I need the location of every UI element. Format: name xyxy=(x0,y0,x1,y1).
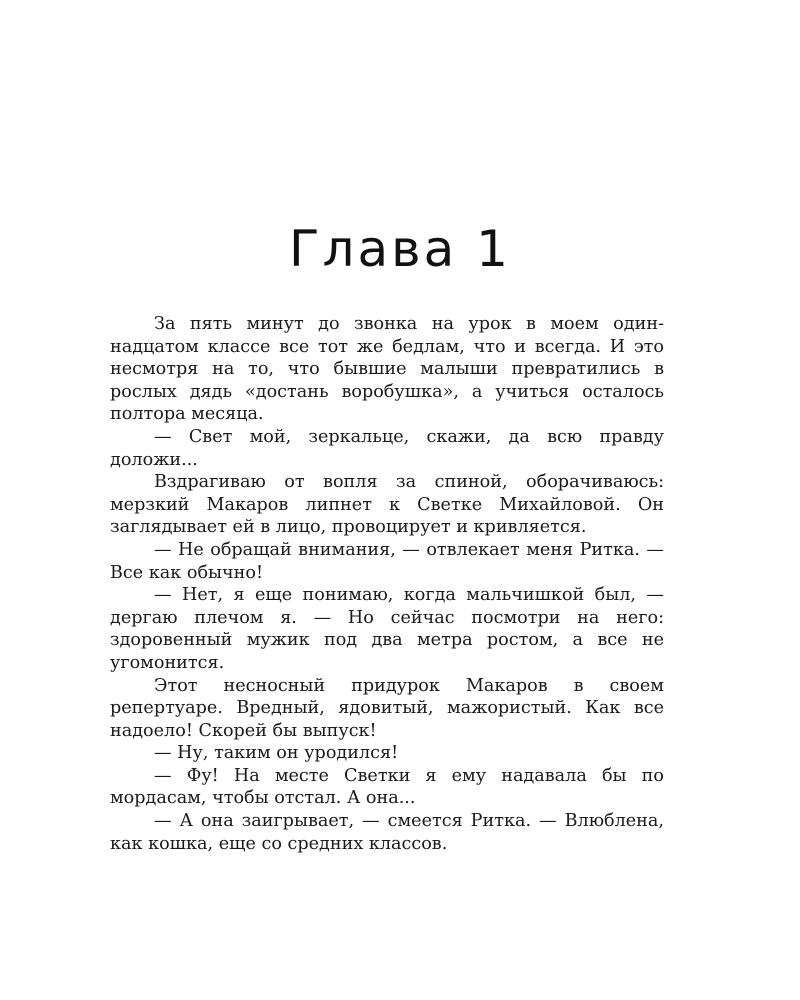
chapter-title: Глава 1 xyxy=(289,220,511,278)
paragraph: — Фу! На месте Светки я ему надавала бы по мордасам, чтобы отстал. А она... xyxy=(110,765,664,809)
paragraph: — Не обращай внимания, — отвлекает меня Ритка. — Все как обычно! xyxy=(110,539,664,583)
paragraph: Вздрагиваю от вопля за спиной, оборачиваюсь: мерзкий Макаров липнет к Светке Михайловой. Он заглядывает ей в лицо, провоцирует и кривляется. xyxy=(110,472,664,538)
paragraph: Этот несносный придурок Макаров в своем репертуаре. Вредный, ядовитый, мажористый. Как все надоело! Скорей бы выпуск! xyxy=(110,675,664,741)
paragraph: — Нет, я еще понимаю, когда мальчишкой был, — дергаю плечом я. — Но сейчас посмотри на него: здоровенный мужик под два метра ростом, а все не угомонится. xyxy=(110,585,664,673)
paragraph: За пять минут до звонка на урок в моем одиннадцатом классе все тот же бедлам, что и всегда. И это несмотря на то, что бывшие малыши превратились в рослых дядь «достань воробушка», а учиться осталось полтора месяца. xyxy=(110,314,664,425)
paragraph: — Ну, таким он уродился! xyxy=(154,743,399,764)
paragraph: — А она заигрывает, — смеется Ритка. — Влюблена, как кошка, еще со средних классов. xyxy=(110,811,664,854)
paragraph: — Свет мой, зеркальце, скажи, да всю правду доложи... xyxy=(110,426,664,470)
chapter-body xyxy=(110,313,664,855)
